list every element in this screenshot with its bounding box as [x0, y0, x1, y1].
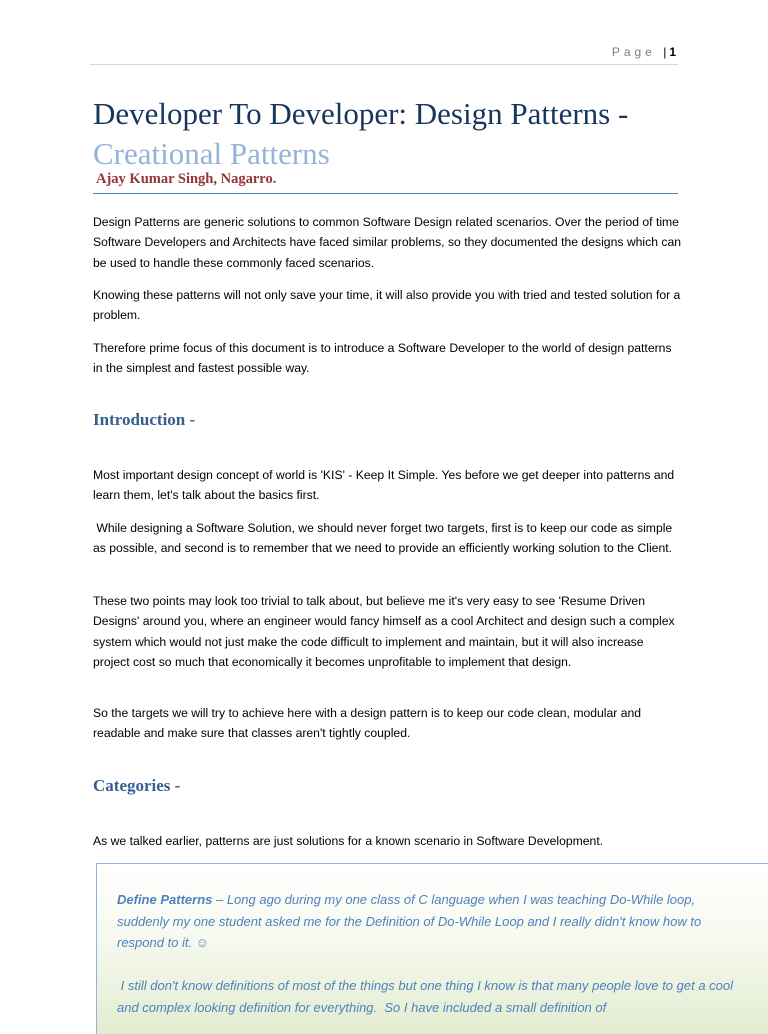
- categories-paragraph: As we talked earlier, patterns are just solutions for a known scenario in Software Development.: [93, 834, 604, 848]
- introduction-paragraph-1: Most important design concept of world is 'KIS' - Keep It Simple. Yes before we get deeper into patterns and learn them, let's talk about the basics first.: [93, 468, 675, 503]
- page-header: [612, 45, 676, 59]
- introduction-paragraph-2: While designing a Software Solution, we should never forget two targets, first is to keep our code as simple as possible, and second is to remember that we need to provide an efficiently working solution to the Client.: [93, 521, 676, 556]
- introduction-paragraph-3: These two points may look too trivial to talk about, but believe me it's very easy to see 'Resume Driven Designs' around you, where an engineer would fancy himself as a cool Architect and design such a complex system which would not just make the code difficult to implement and maintain, but it will also increase project cost so much that economically it becomes unprofitable to implement that design.: [93, 594, 675, 670]
- title-divider: [93, 193, 678, 194]
- title-main: Developer To Developer: Design Patterns -: [93, 96, 629, 131]
- categories-heading: Categories -: [93, 776, 181, 795]
- introduction-heading: Introduction -: [93, 410, 196, 429]
- document-title: [93, 94, 683, 174]
- page-label: Page: [611, 45, 656, 59]
- introduction-paragraph-4: So the targets we will try to achieve here with a design pattern is to keep our code clean, modular and readable and make sure that classes aren't tightly coupled.: [93, 706, 642, 741]
- callout-text-1: – Long ago during my one class of C language when I was teaching Do-While loop, suddenly my one student asked me for the Definition of Do-While Loop and I really didn't know how to respond to it. ☺: [117, 892, 702, 950]
- page-number: 1: [669, 45, 676, 59]
- callout-paragraph-2: I still don't know definitions of most of the things but one thing I know is that many people love to get a cool and complex looking definition for everything. So I have included a small definition of: [117, 978, 737, 1015]
- callout-lead: Define Patterns: [117, 892, 213, 907]
- title-subtitle: Creational Patterns: [93, 136, 330, 171]
- intro-paragraph-2: Knowing these patterns will not only save your time, it will also provide you with tried and tested solution for a problem.: [93, 288, 681, 323]
- intro-paragraph-3: Therefore prime focus of this document is to introduce a Software Developer to the world of design patterns in the simplest and fastest possible way.: [93, 341, 672, 376]
- header-divider: [90, 64, 678, 65]
- intro-paragraph-1: Design Patterns are generic solutions to common Software Design related scenarios. Over the period of time Software Developers and Architects have faced similar problems, so they documented the designs which can be used to handle these commonly faced scenarios.: [93, 215, 682, 270]
- callout-paragraph-1: [117, 889, 737, 954]
- author-line: Ajay Kumar Singh, Nagarro.: [96, 171, 277, 187]
- page-separator: |: [663, 45, 667, 59]
